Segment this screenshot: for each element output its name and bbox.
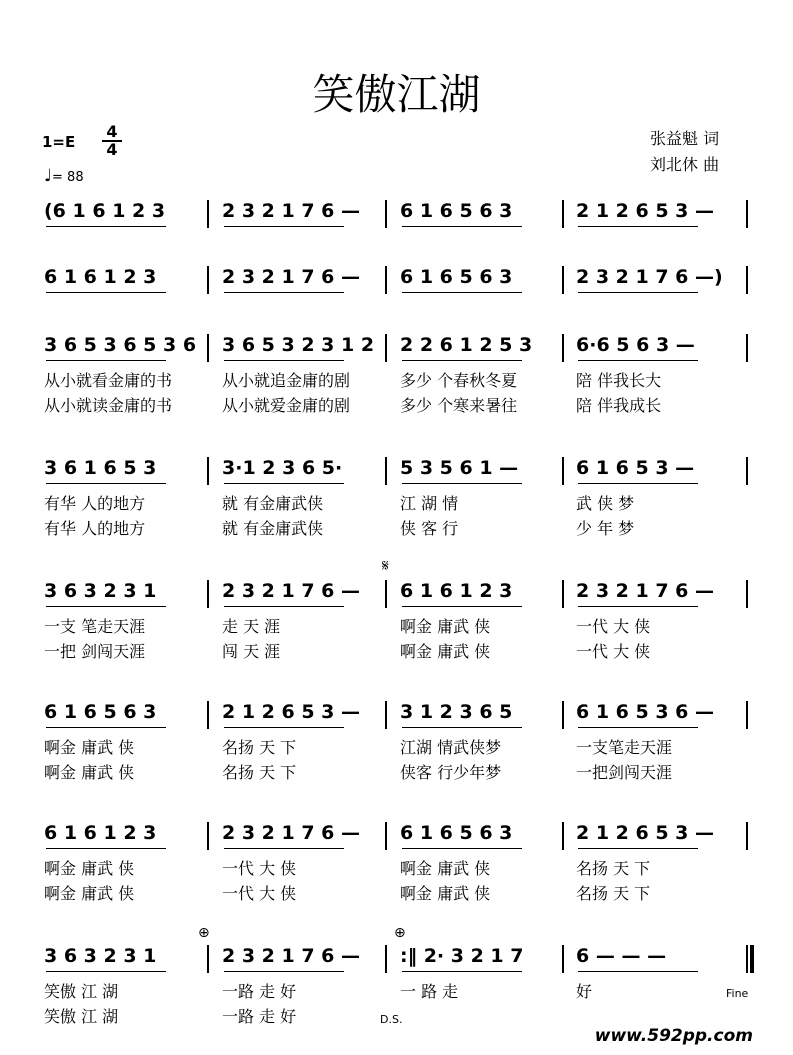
barline: [746, 334, 748, 362]
lyric-text: 笑傲 江 湖: [44, 982, 119, 1001]
barline: [385, 945, 387, 973]
lyric-text: 名扬 天 下: [222, 763, 297, 782]
barline: [746, 200, 748, 228]
tempo-value: = 88: [52, 170, 84, 185]
barline: [385, 580, 387, 608]
lyric-text: 啊金 庸武 侠: [400, 617, 491, 636]
measure: 2 1 2 6 5 3 —: [576, 200, 715, 222]
lyric-text: 笑傲 江 湖: [44, 1007, 119, 1026]
beam-line: [46, 848, 166, 849]
lyric-text: 名扬 天 下: [576, 859, 651, 878]
barline: [207, 457, 209, 485]
lyric-text: 啊金 庸武 侠: [44, 738, 135, 757]
barline: [207, 200, 209, 228]
lyric-text: 一路 走 好: [222, 1007, 297, 1026]
measure: 2 3 2 1 7 6 —: [222, 945, 361, 967]
lyric-text: 一代 大 侠: [222, 859, 297, 878]
barline: [385, 822, 387, 850]
measure: 6 1 6 5 6 3: [44, 701, 157, 723]
beam-line: [224, 971, 344, 972]
measure: 6 1 6 5 3 —: [576, 457, 695, 479]
measure: 3 6 3 2 3 1: [44, 945, 157, 967]
barline: [746, 945, 748, 973]
time-signature-numerator: 4: [102, 124, 122, 142]
barline: [207, 945, 209, 973]
measure: 6 1 6 5 3 6 —: [576, 701, 715, 723]
beam-line: [46, 727, 166, 728]
time-signature: [102, 124, 122, 157]
beam-line: [46, 360, 166, 361]
song-title: 笑傲江湖: [312, 70, 481, 119]
beam-line: [578, 292, 698, 293]
segno-icon: 𝄋: [382, 556, 389, 575]
measure: :‖ 2· 3 2 1 7: [400, 945, 524, 967]
barline: [746, 266, 748, 294]
lyric-text: 啊金 庸武 侠: [400, 859, 491, 878]
lyric-text: 武 侠 梦: [576, 494, 635, 513]
score-line: [0, 697, 793, 787]
lyric-text: 啊金 庸武 侠: [44, 859, 135, 878]
measure: 6 1 6 1 2 3: [44, 822, 157, 844]
lyric-text: 少 年 梦: [576, 519, 635, 538]
measure: 2 3 2 1 7 6 —: [222, 266, 361, 288]
lyric-text: 有华 人的地方: [44, 519, 146, 538]
barline: [562, 945, 564, 973]
lyric-text: 就 有金庸武侠: [222, 519, 324, 538]
quarter-note-icon: ♩: [44, 166, 53, 186]
measure: 2 3 2 1 7 6 —: [222, 580, 361, 602]
beam-line: [578, 360, 698, 361]
score-line: [0, 925, 793, 1031]
measure: 3·1 2 3 6 5·: [222, 457, 343, 479]
beam-line: [402, 848, 522, 849]
barline: [385, 701, 387, 729]
key-signature: 1=E: [42, 133, 76, 151]
barline: [746, 580, 748, 608]
coda-icon: ⊕: [394, 925, 406, 941]
lyric-text: 一路 走 好: [222, 982, 297, 1001]
measure: 3 6 5 3 2 3 1 2: [222, 334, 375, 356]
measure: 6·6 5 6 3 —: [576, 334, 695, 356]
lyric-text: 一把 剑闯天涯: [44, 642, 146, 661]
lyric-text: 陪 伴我成长: [576, 396, 662, 415]
lyric-text: 一支 笔走天涯: [44, 617, 146, 636]
lyric-text: 从小就追金庸的剧: [222, 371, 351, 390]
barline: [562, 457, 564, 485]
lyric-text: 一支笔走天涯: [576, 738, 673, 757]
tempo-marking: [44, 166, 84, 186]
beam-line: [402, 292, 522, 293]
lyric-text: 多少 个春秋冬夏: [400, 371, 518, 390]
measure: 6 1 6 5 6 3: [400, 200, 513, 222]
score-line: [0, 818, 793, 908]
barline: [746, 457, 748, 485]
lyric-text: 一 路 走: [400, 982, 459, 1001]
beam-line: [402, 226, 522, 227]
measure: 5 3 5 6 1 —: [400, 457, 519, 479]
score-line: [0, 556, 793, 666]
measure: 6 — — —: [576, 945, 667, 967]
barline: [385, 200, 387, 228]
barline: [385, 457, 387, 485]
lyric-text: 一代 大 侠: [222, 884, 297, 903]
barline: [746, 822, 748, 850]
barline: [385, 334, 387, 362]
measure: 2 3 2 1 7 6 —: [576, 580, 715, 602]
lyric-text: 走 天 涯: [222, 617, 281, 636]
barline: [562, 200, 564, 228]
lyric-text: 名扬 天 下: [576, 884, 651, 903]
barline: [385, 266, 387, 294]
barline: [562, 334, 564, 362]
lyric-text: 就 有金庸武侠: [222, 494, 324, 513]
measure: 6 1 6 1 2 3: [400, 580, 513, 602]
lyric-text: 闯 天 涯: [222, 642, 281, 661]
barline: [207, 334, 209, 362]
lyric-text: 侠 客 行: [400, 519, 459, 538]
beam-line: [224, 226, 344, 227]
beam-line: [46, 483, 166, 484]
measure: 6 1 6 5 6 3: [400, 822, 513, 844]
lyric-text: 江 湖 情: [400, 494, 459, 513]
score-line: [0, 453, 793, 543]
measure: 2 1 2 6 5 3 —: [222, 701, 361, 723]
barline: [562, 580, 564, 608]
ds-marking: D.S.: [380, 1013, 403, 1026]
beam-line: [402, 971, 522, 972]
lyric-text: 从小就爱金庸的剧: [222, 396, 351, 415]
lyric-text: 一把剑闯天涯: [576, 763, 673, 782]
lyric-text: 有华 人的地方: [44, 494, 146, 513]
lyric-text: 好: [576, 982, 593, 1001]
beam-line: [46, 606, 166, 607]
beam-line: [224, 727, 344, 728]
lyric-text: 一代 大 侠: [576, 642, 651, 661]
score-line: [0, 330, 793, 420]
measure: 2 2 6 1 2 5 3: [400, 334, 533, 356]
beam-line: [402, 606, 522, 607]
measure: 2 3 2 1 7 6 —: [222, 822, 361, 844]
beam-line: [578, 848, 698, 849]
beam-line: [224, 606, 344, 607]
lyric-text: 多少 个寒来暑往: [400, 396, 518, 415]
beam-line: [578, 483, 698, 484]
beam-line: [46, 292, 166, 293]
measure: 3 1 2 3 6 5: [400, 701, 513, 723]
beam-line: [224, 360, 344, 361]
final-barline: [750, 945, 754, 973]
measure: 6 1 6 5 6 3: [400, 266, 513, 288]
coda-icon: ⊕: [198, 925, 210, 941]
lyric-text: 一代 大 侠: [576, 617, 651, 636]
lyric-text: 从小就看金庸的书: [44, 371, 173, 390]
composer-credit: 刘北休 曲: [650, 155, 720, 174]
barline: [207, 701, 209, 729]
barline: [746, 701, 748, 729]
beam-line: [46, 226, 166, 227]
time-signature-denominator: 4: [106, 140, 118, 159]
website-watermark: www.592pp.com: [594, 1026, 753, 1046]
measure: 2 3 2 1 7 6 —): [576, 266, 723, 288]
barline: [207, 266, 209, 294]
barline: [207, 580, 209, 608]
measure: 3 6 1 6 5 3: [44, 457, 157, 479]
lyricist-credit: 张益魁 词: [650, 129, 720, 148]
beam-line: [578, 727, 698, 728]
barline: [207, 822, 209, 850]
lyric-text: 江湖 情武侠梦: [400, 738, 502, 757]
measure: 3 6 5 3 6 5 3 6: [44, 334, 197, 356]
beam-line: [578, 606, 698, 607]
measure: (6 1 6 1 2 3: [44, 200, 166, 222]
beam-line: [46, 971, 166, 972]
measure: 2 1 2 6 5 3 —: [576, 822, 715, 844]
beam-line: [578, 226, 698, 227]
beam-line: [224, 483, 344, 484]
lyric-text: 陪 伴我长大: [576, 371, 662, 390]
lyric-text: 名扬 天 下: [222, 738, 297, 757]
barline: [562, 822, 564, 850]
lyric-text: 侠客 行少年梦: [400, 763, 502, 782]
beam-line: [224, 848, 344, 849]
lyric-text: 啊金 庸武 侠: [44, 763, 135, 782]
lyric-text: 从小就读金庸的书: [44, 396, 173, 415]
measure: 2 3 2 1 7 6 —: [222, 200, 361, 222]
lyric-text: 啊金 庸武 侠: [400, 642, 491, 661]
measure: 3 6 3 2 3 1: [44, 580, 157, 602]
measure: 6 1 6 1 2 3: [44, 266, 157, 288]
lyric-text: 啊金 庸武 侠: [400, 884, 491, 903]
beam-line: [402, 360, 522, 361]
beam-line: [224, 292, 344, 293]
fine-marking: Fine: [726, 987, 749, 1000]
lyric-text: 啊金 庸武 侠: [44, 884, 135, 903]
beam-line: [402, 727, 522, 728]
barline: [562, 266, 564, 294]
beam-line: [578, 971, 698, 972]
beam-line: [402, 483, 522, 484]
barline: [562, 701, 564, 729]
